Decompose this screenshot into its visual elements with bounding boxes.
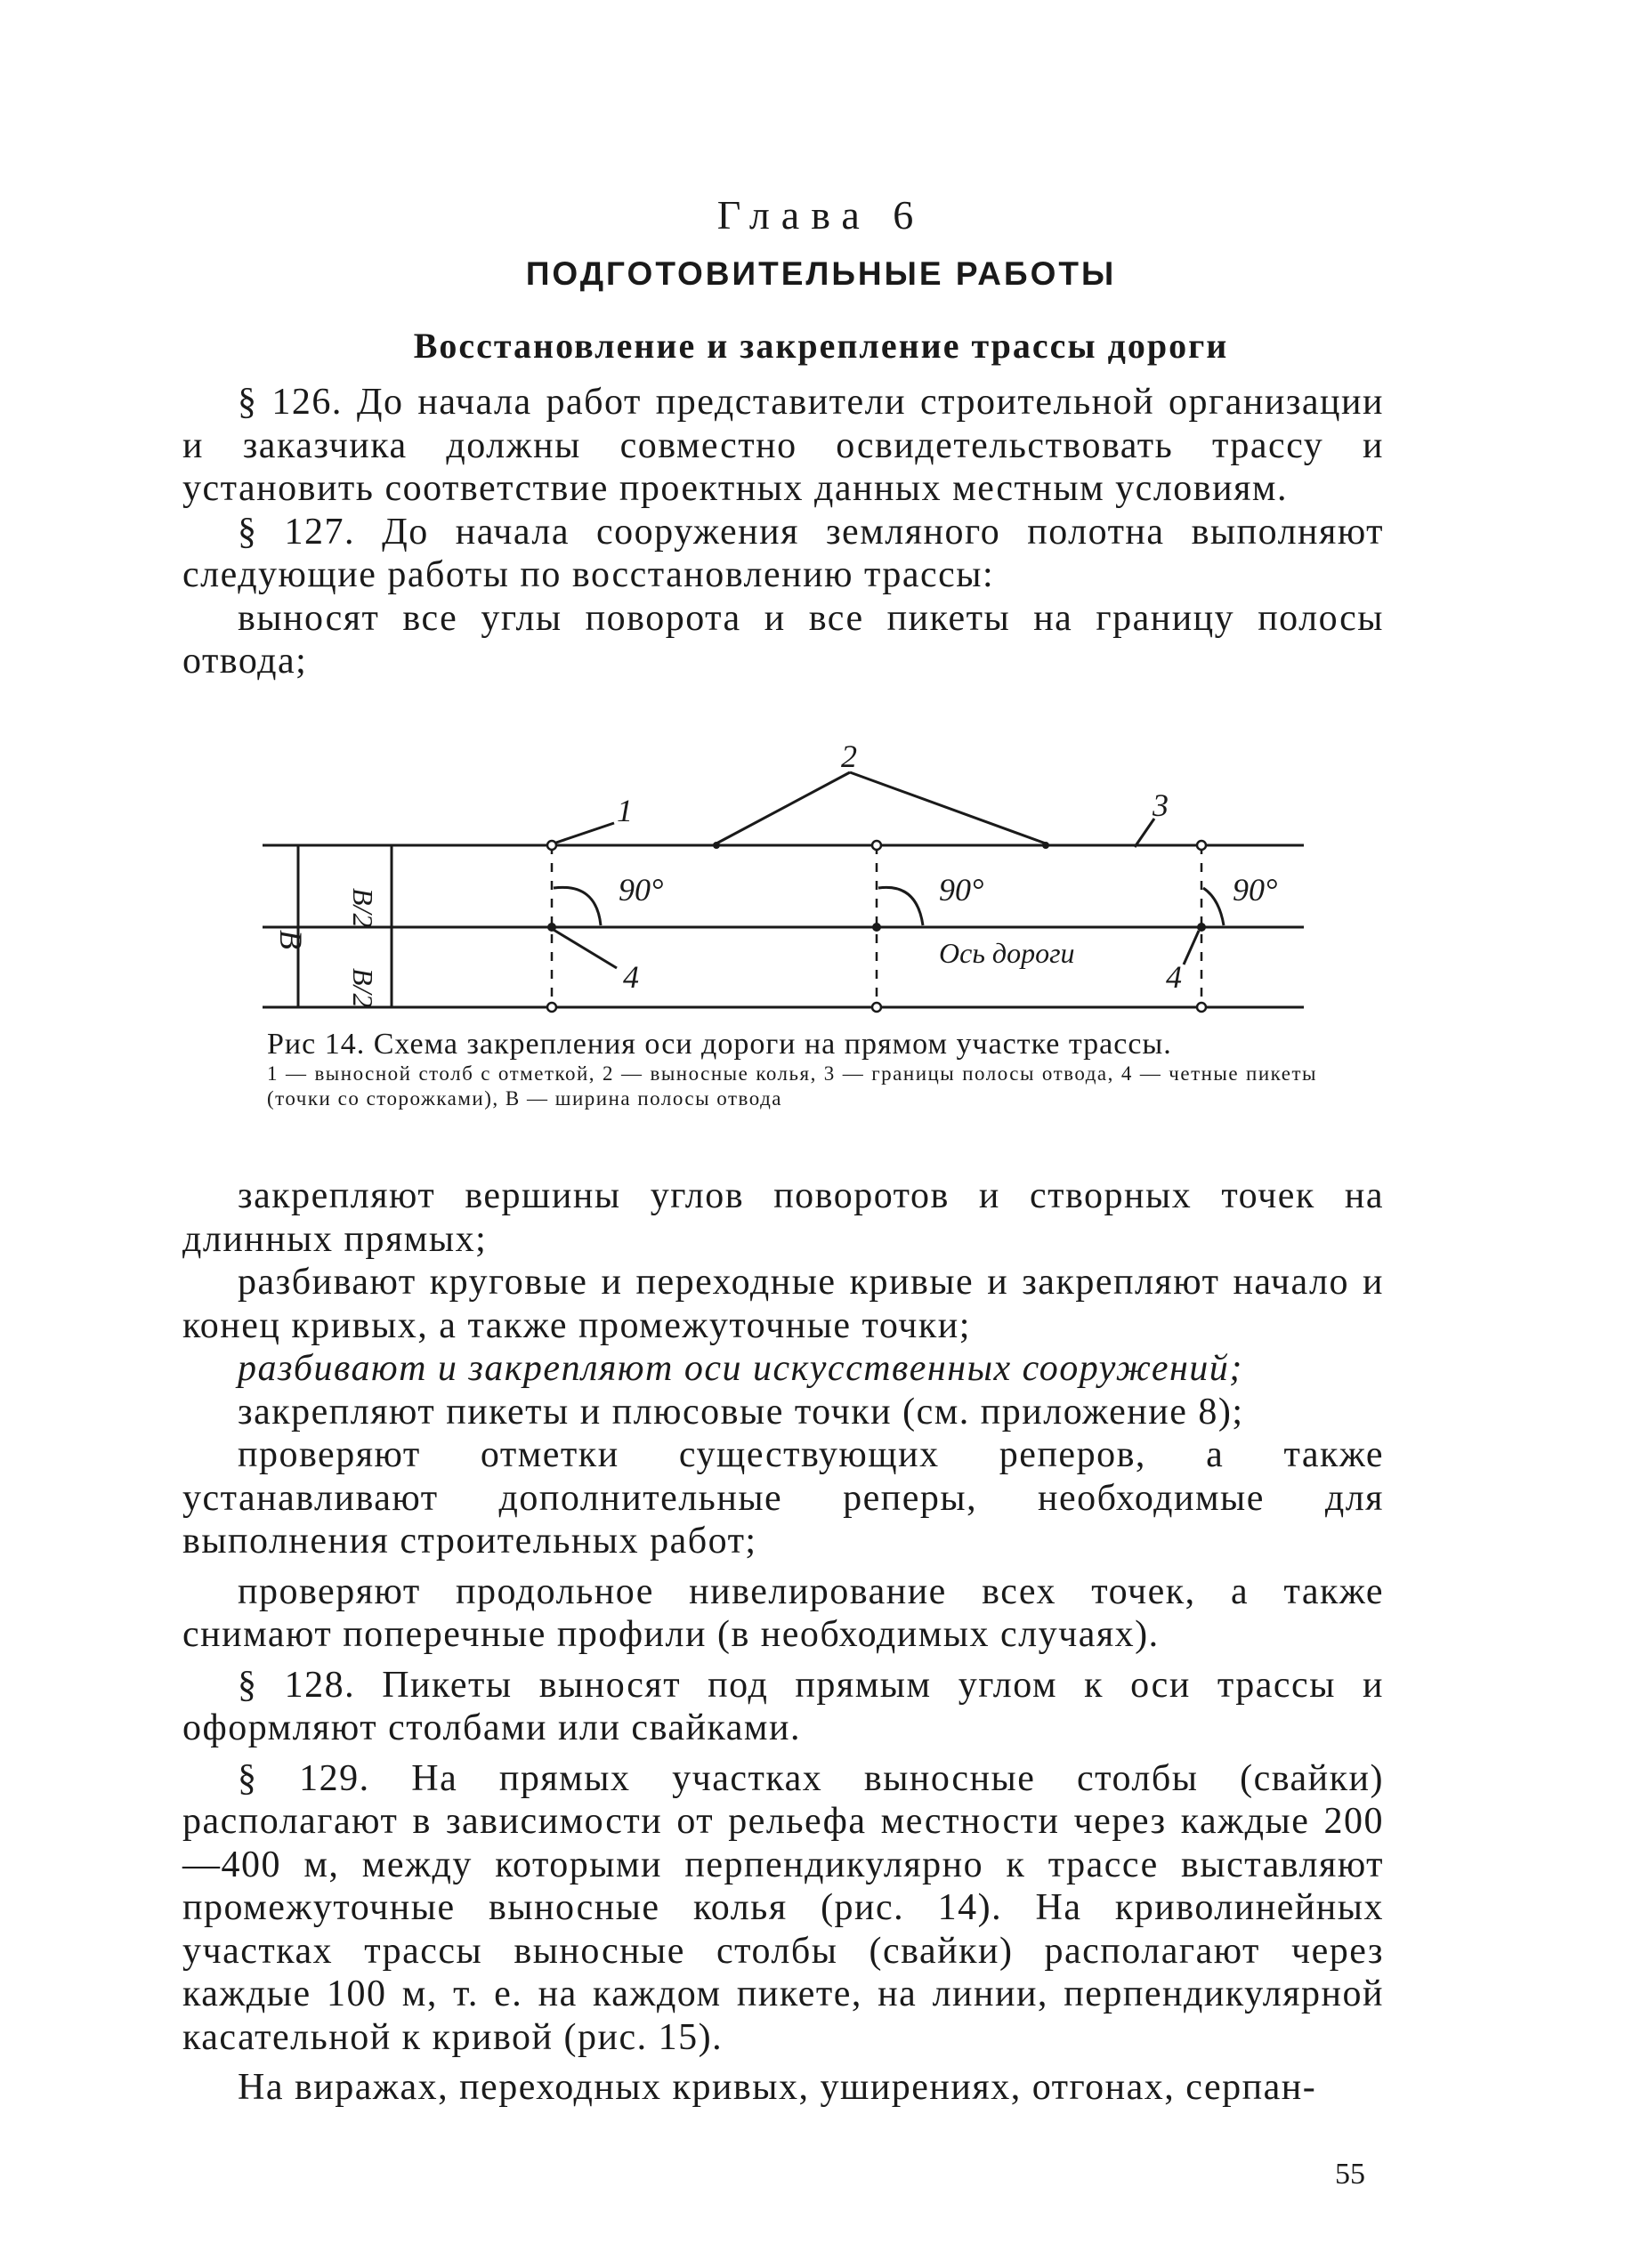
list-item: проверяют продольное нивелирование всех точек, а также снимают поперечные профили (в необходимых случаях). [182,1570,1384,1655]
chapter-title: ПОДГОТОВИТЕЛЬНЫЕ РАБОТЫ [525,255,1117,292]
paragraph-continuation: На виражах, переходных кривых, уширениях, отгонах, серпан- [238,2067,1317,2108]
half-width-label-top: B/2 [347,888,379,928]
picket-point [1042,842,1049,849]
label-4a: 4 [623,959,639,995]
stake-point [547,841,556,850]
angle-label-2: 90° [939,872,984,908]
paragraph-129: § 129. На прямых участках выносные столбы (свайки) располагают в зависимости от рельефа местности через каждые 200—400 м, между которыми перпендикулярно к трассе выставляют промежуточные выносные колья (рис. 14). На криволинейных участках трассы выносные столбы (свайки) располагают через каждые 100 м, т. е. на каждом пикете, на линии, перпендикулярной касательной к кривой (рис. 15). [182,1757,1384,2058]
width-label: B [273,930,309,949]
angle-arc-2 [878,887,923,925]
leader-2-left [716,772,850,843]
leader-3 [1135,819,1154,847]
text-block-bottom [182,1174,1384,2110]
label-2: 2 [841,739,857,774]
picket-point [547,923,556,932]
leader-4b [1184,931,1199,965]
figure-caption [267,1028,1317,1111]
paragraph-128: § 128. Пикеты выносят под прямым углом к оси трассы и оформляют столбами или свайками. [182,1664,1384,1748]
label-4b: 4 [1166,959,1182,995]
half-width-label-bottom: B/2 [347,968,379,1008]
text-block-top [182,381,1384,683]
label-1: 1 [617,793,633,828]
leader-1 [554,823,614,843]
picket-point [713,842,720,849]
list-item: проверяют отметки существующих реперов, а также устанавливают дополнительные реперы, необходимые для выполнения строительных работ; [182,1434,1384,1562]
list-item: закрепляют пикеты и плюсовые точки (см. приложение 8); [238,1391,1244,1433]
paragraph-126: § 126. До начала работ представители строительной организации и заказчика должны совместно освидетельствовать трассу и установить соответствие проектных данных местным условиям. [182,382,1384,509]
angle-label-3: 90° [1233,872,1278,908]
list-item: разбивают и закрепляют оси искусственных сооружений; [238,1348,1243,1389]
page-number: 55 [1335,2158,1365,2191]
axis-label: Ось дороги [939,937,1075,969]
stake-point [547,1003,556,1012]
leader-2-right [850,772,1046,843]
section-title: Восстановление и закрепление трассы дороги [413,326,1229,366]
leader-4a [554,930,617,968]
road-axis-diagram [254,730,1322,1023]
picket-point [1197,923,1206,932]
stake-point [1197,841,1206,850]
stake-point [1197,1003,1206,1012]
angle-label-1: 90° [619,872,664,908]
chapter-number: Глава 6 [716,192,926,238]
angle-arc-3 [1203,888,1224,925]
paragraph-127: § 127. До начала сооружения земляного полотна выполняют следующие работы по восстановлению трассы: [182,511,1384,595]
stake-point [872,841,881,850]
stake-point [872,1003,881,1012]
picket-point [872,923,881,932]
paragraph-127-item: выносят все углы поворота и все пикеты на границу полосы отвода; [182,597,1384,682]
caption-legend: 1 — выносной столб с отметкой, 2 — выносные колья, 3 — границы полосы отвода, 4 — четные пикеты (точки со сторожками), B — ширина полосы отвода [267,1062,1317,1110]
angle-arc-1 [554,887,601,925]
list-item: разбивают круговые и переходные кривые и закрепляют начало и конец кривых, а также промежуточные точки; [182,1262,1384,1346]
caption-title: Рис 14. Схема закрепления оси дороги на прямом участке трассы. [267,1028,1172,1061]
list-item: закрепляют вершины углов поворотов и створных точек на длинных прямых; [182,1175,1384,1260]
label-3: 3 [1153,787,1169,823]
